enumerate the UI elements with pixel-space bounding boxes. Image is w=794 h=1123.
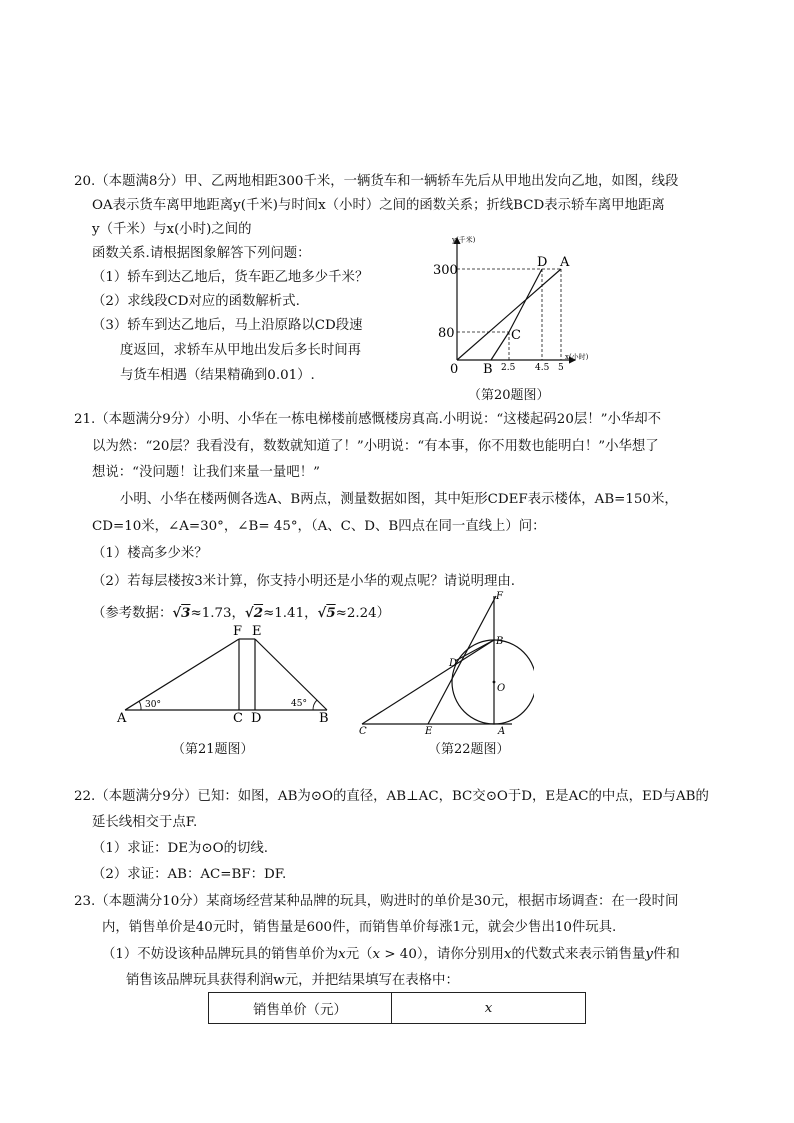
q22-figure — [352, 588, 534, 738]
q22-part-1: （1）求证：DE为⊙O的切线. — [92, 841, 268, 856]
q21-part-2: （2）若每层楼按3米计算，你支持小明还是小华的观点呢？请说明理由. — [92, 574, 516, 589]
q20-part-2: （2）求线段CD对应的函数解析式. — [92, 294, 300, 309]
q20-point-a: A — [560, 255, 570, 270]
q21-label-c: C — [233, 711, 243, 726]
q21-label-e: E — [252, 624, 262, 639]
q23-line-1: 23.（本题满分10分）某商场经营某种品牌的玩具，购进时的单价是30元，根据市场调查：在一段时间 — [74, 894, 679, 909]
q20-part-3: （3）轿车到达乙地后，马上沿原路以CD段速 — [92, 318, 363, 333]
q20-xtick-2.5: 2.5 — [501, 363, 516, 373]
q22-label-o: O — [497, 683, 506, 694]
q22-part-2: （2）求证：AB：AC=BF：DF. — [92, 867, 287, 882]
q22-label-e: E — [425, 726, 433, 737]
q22-label-b: B — [496, 636, 504, 647]
q22-label-c: C — [359, 726, 367, 737]
q20-xtick-5: 5 — [558, 363, 564, 373]
q21-figure-caption: （第21题图） — [172, 742, 254, 757]
q20-x-axis-label: x(小时) — [565, 353, 589, 361]
q20-line-4: 函数关系.请根据图象解答下列问题： — [92, 246, 311, 261]
q22-label-f: F — [496, 591, 503, 602]
q21-line-3: 想说：“没问题！让我们来量一量吧！” — [92, 465, 320, 480]
q22-figure-caption: （第22题图） — [428, 742, 510, 757]
q21-reference-data: （参考数据：√3≈1.73，√2≈1.41，√5≈2.24） — [92, 605, 391, 621]
q21-line-4: 小明、小华在楼两侧各选A、B两点，测量数据如图，其中矩形CDEF表示楼体，AB=150米， — [120, 492, 678, 507]
q20-xtick-4.5: 4.5 — [535, 363, 550, 373]
q23-line-2: 内，销售单价是40元时，销售量是600件，而销售单价每涨1元，就会少售出10件玩具. — [102, 920, 617, 935]
q23-table-header-price: 销售单价（元） — [209, 993, 392, 1024]
q21-line-5: CD=10米，∠A=30°，∠B= 45°，（A、C、D、B四点在同一直线上）问： — [92, 519, 546, 534]
q22-label-d: D — [449, 658, 458, 669]
q23-sales-table — [208, 992, 586, 1024]
q20-y-axis-label: y(千米) — [452, 236, 476, 244]
q20-part-3-cont-2: 与货车相遇（结果精确到0.01）. — [120, 368, 315, 383]
q21-angle-b: 45° — [291, 699, 307, 709]
q23-part-1: （1）不妨设该种品牌玩具的销售单价为x元（x > 40），请你分别用x的代数式来表示销售量y件和 — [102, 947, 680, 962]
q20-segment-oa — [457, 269, 561, 360]
q21-label-b: B — [319, 711, 329, 726]
q21-label-d: D — [251, 711, 262, 726]
q20-part-3-cont-1: 度返回，求轿车从甲地出发后多长时间再 — [120, 343, 362, 358]
q20-ytick-80: 80 — [438, 326, 455, 341]
q20-line-1: 20.（本题满8分）甲、乙两地相距300千米，一辆货车和一辆轿车先后从甲地出发向乙地，如图，线段 — [74, 174, 679, 189]
q20-part-1: （1）轿车到达乙地后，货车距乙地多少千米？ — [92, 270, 369, 285]
q21-line-2: 以为然：“20层？我看没有，数数就知道了！”小明说：“有本事，你不用数也能明白！”小华想了 — [92, 439, 659, 454]
q23-part-1-cont: 销售该品牌玩具获得利润w元，并把结果填写在表格中： — [126, 973, 459, 988]
q21-angle-a: 30° — [145, 700, 161, 710]
q20-polyline-bcd — [491, 269, 542, 360]
q22-line-1: 22.（本题满分9分）已知：如图，AB为⊙O的直径，AB⊥AC，BC交⊙O于D，E是AC的中点，ED与AB的 — [74, 789, 709, 804]
q21-line-1: 21.（本题满分9分）小明、小华在一栋电梯楼前感慨楼房真高.小明说：“这楼起码20层！”小华却不 — [74, 412, 662, 427]
q20-line-3: y（千米）与x(小时)之间的 — [92, 222, 252, 237]
q20-ytick-300: 300 — [433, 263, 458, 278]
table-row — [209, 993, 586, 1024]
q21-figure — [112, 622, 342, 726]
q20-point-b: B — [483, 362, 493, 377]
q21-label-a: A — [117, 711, 127, 726]
q20-figure-caption: （第20题图） — [468, 388, 550, 403]
q22-line-2: 延长线相交于点F. — [92, 815, 198, 830]
q23-table-cell-x: x — [392, 993, 586, 1024]
q20-point-c: C — [511, 328, 521, 343]
q21-part-1: （1）楼高多少米？ — [92, 546, 208, 561]
q20-origin: 0 — [450, 362, 459, 377]
q20-graph — [425, 228, 625, 378]
q22-label-a: A — [498, 726, 506, 737]
q21-label-f: F — [233, 624, 243, 639]
q20-point-d: D — [537, 255, 548, 270]
q20-line-2: OA表示货车离甲地距离y(千米)与时间x（小时）之间的函数关系；折线BCD表示轿车离甲地距离 — [92, 198, 665, 213]
